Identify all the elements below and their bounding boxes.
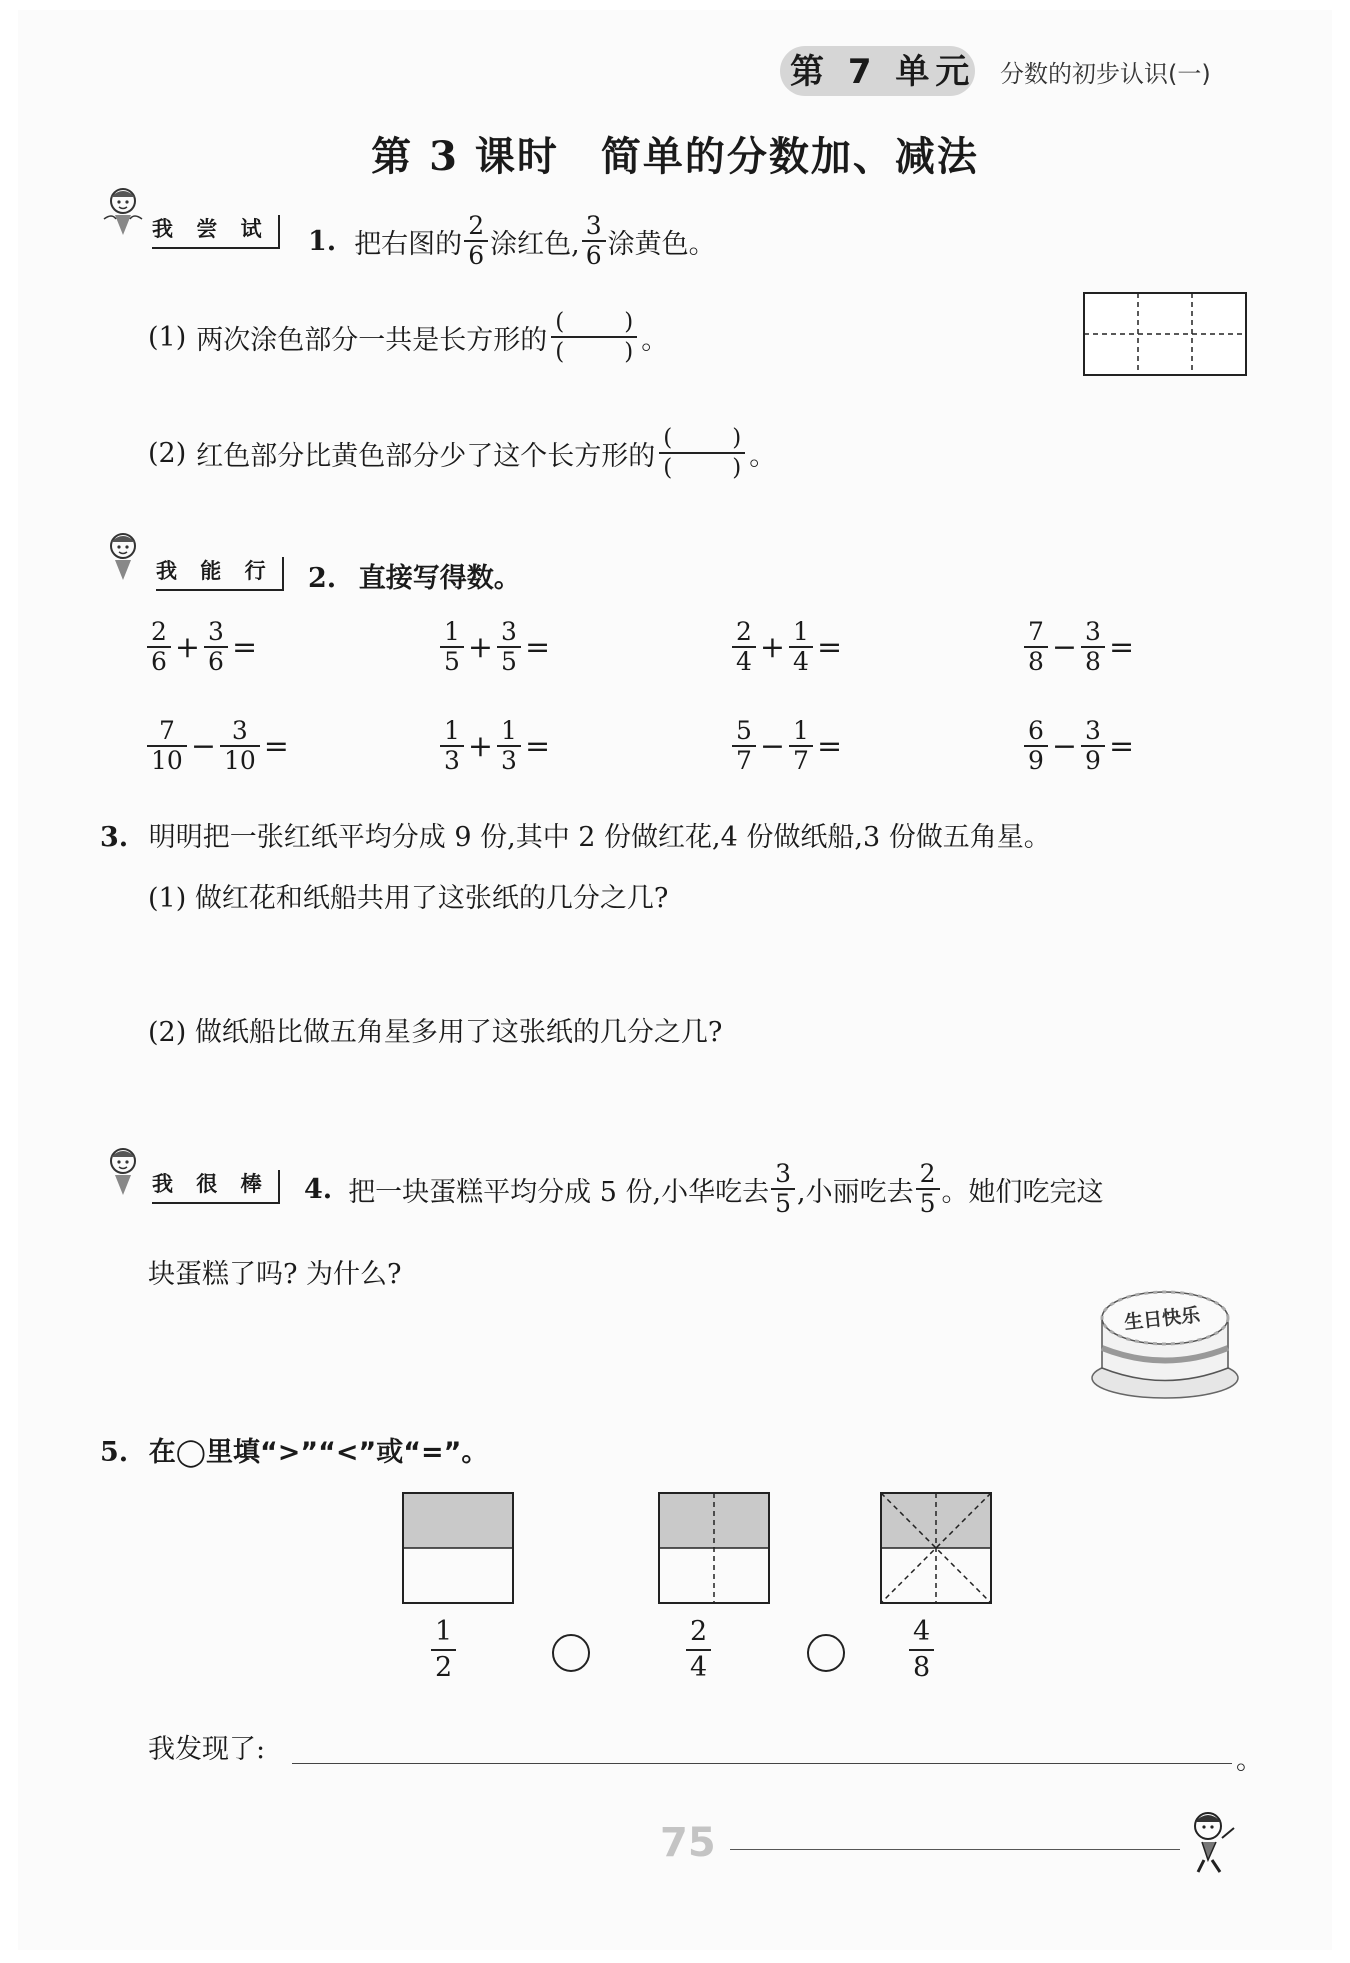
fraction-b — [1081, 717, 1105, 775]
numerator: 2 — [151, 617, 167, 646]
denominator: 7 — [732, 745, 756, 775]
fraction-a — [147, 618, 171, 676]
denominator: 9 — [1081, 745, 1105, 775]
q2-text: 直接写得数。 — [358, 563, 521, 594]
numerator: 3 — [585, 211, 602, 240]
equals-sign: = — [231, 629, 258, 665]
cake-icon — [1090, 1278, 1240, 1403]
fraction-a — [147, 717, 187, 775]
paren-close: ) — [624, 309, 634, 335]
denominator: 8 — [909, 1649, 934, 1685]
q2-expression — [438, 618, 552, 676]
q3-text: 明明把一张红纸平均分成 9 份,其中 2 份做红花,4 份做纸船,3 份做五角星。 — [148, 822, 1051, 853]
operator: + — [759, 629, 786, 665]
q1-text-b: 涂红色, — [490, 228, 580, 260]
footer-line — [730, 1849, 1180, 1850]
denominator: 6 — [204, 646, 228, 676]
q5-number: 5. — [100, 1437, 129, 1468]
q5-fraction-3 — [907, 1615, 936, 1685]
q4-text-d: 块蛋糕了吗? 为什么? — [148, 1259, 402, 1290]
q2-expression — [730, 618, 844, 676]
paren-open: ( — [663, 455, 673, 481]
equals-sign: = — [1108, 629, 1135, 665]
q1-sub2-label: (2) — [148, 437, 187, 469]
q3-prompt — [100, 815, 1051, 854]
found-end: 。 — [1236, 1745, 1263, 1776]
fraction-b — [789, 717, 813, 775]
q1-fraction-yellow — [582, 212, 606, 270]
girl-mascot-icon — [100, 530, 146, 586]
found-label: 我发现了: — [148, 1734, 266, 1765]
unit-subtitle: 分数的初步认识(一) — [1000, 60, 1211, 88]
denominator: 9 — [1024, 745, 1048, 775]
q4-text-b: ,小丽吃去 — [797, 1176, 914, 1208]
numerator: 2 — [690, 1616, 708, 1647]
fraction-a — [1024, 717, 1048, 775]
denominator: 5 — [440, 646, 464, 676]
denominator: 6 — [147, 646, 171, 676]
q2-expression — [1022, 618, 1136, 676]
unit-title: 第 7 单元 — [790, 52, 976, 92]
q2-expression — [145, 618, 259, 676]
numerator: 7 — [1028, 617, 1044, 646]
numerator: 3 — [1085, 617, 1101, 646]
badge-great: 我 很 棒 — [152, 1168, 280, 1204]
paren-open: ( — [663, 425, 673, 451]
q1-sub1-text: 两次涂色部分一共是长方形的 — [196, 324, 548, 356]
operator: − — [1051, 629, 1078, 665]
girl-mascot-icon — [100, 185, 146, 241]
quarters-square-figure — [658, 1492, 772, 1606]
numerator: 4 — [913, 1616, 931, 1647]
fraction-b — [789, 618, 813, 676]
numerator: 3 — [231, 716, 248, 745]
q2-expression — [438, 717, 552, 775]
q3-number: 3. — [100, 822, 129, 853]
denominator: 10 — [220, 745, 260, 775]
q1-sub2-text: 红色部分比黄色部分少了这个长方形的 — [196, 440, 656, 472]
q3-sub2: (2) 做纸船比做五角星多用了这张纸的几分之几? — [148, 1017, 723, 1048]
boy-mascot-icon — [1180, 1808, 1240, 1878]
q4-prompt — [304, 1160, 1104, 1218]
denominator: 10 — [147, 745, 187, 775]
q1-text-c: 涂黄色。 — [607, 228, 716, 260]
operator: + — [467, 629, 494, 665]
numerator: 1 — [435, 1616, 453, 1647]
q2-expression — [1022, 717, 1136, 775]
denominator: 5 — [916, 1188, 940, 1218]
denominator: 5 — [497, 646, 521, 676]
q5-text: 在◯里填“>”“<”或“=”。 — [148, 1437, 489, 1468]
fraction-b — [497, 618, 521, 676]
q5-prompt — [100, 1430, 488, 1469]
q5-fraction-2 — [684, 1615, 713, 1685]
denominator: 3 — [497, 745, 521, 775]
eighths-square-figure — [880, 1492, 994, 1606]
page-number: 75 — [660, 1820, 716, 1866]
q1-sub1-label: (1) — [148, 321, 187, 353]
q2-number: 2. — [308, 563, 337, 594]
period: 。 — [749, 440, 777, 472]
q1-sub1 — [148, 308, 668, 366]
compare-circle-1[interactable] — [552, 1634, 590, 1672]
denominator: 4 — [789, 646, 813, 676]
numerator: 3 — [208, 617, 224, 646]
numerator: 1 — [501, 716, 517, 745]
q1-prompt — [308, 212, 716, 270]
equals-sign: = — [816, 728, 843, 764]
lesson-title: 第 3 课时 简单的分数加、减法 — [371, 133, 979, 180]
fraction-b — [497, 717, 521, 775]
q3-sub1: (1) 做红花和纸船共用了这张纸的几分之几? — [148, 883, 669, 914]
equals-sign: = — [524, 629, 551, 665]
rectangle-sixths-figure — [1083, 292, 1248, 376]
numerator: 2 — [919, 1159, 936, 1188]
paren-close: ) — [732, 425, 742, 451]
denominator: 7 — [789, 745, 813, 775]
denominator: 4 — [732, 646, 756, 676]
q1-fraction-red — [464, 212, 488, 270]
numerator: 1 — [444, 617, 460, 646]
numerator: 1 — [793, 617, 809, 646]
found-answer-line[interactable] — [292, 1763, 1232, 1764]
half-square-figure — [402, 1492, 516, 1606]
denominator: 4 — [686, 1649, 711, 1685]
operator: − — [1051, 728, 1078, 764]
fraction-a — [732, 618, 756, 676]
numerator: 5 — [736, 716, 752, 745]
numerator: 2 — [468, 211, 485, 240]
period: 。 — [641, 324, 669, 356]
fraction-a — [1024, 618, 1048, 676]
denominator: 3 — [440, 745, 464, 775]
q4-fraction-xiaoli — [916, 1160, 940, 1218]
q1-number: 1. — [308, 225, 337, 257]
paren-close: ) — [624, 339, 634, 365]
equals-sign: = — [524, 728, 551, 764]
operator: − — [759, 728, 786, 764]
denominator: 2 — [431, 1649, 456, 1685]
q4-fraction-xiaohua — [771, 1160, 795, 1218]
fraction-a — [440, 618, 464, 676]
paren-open: ( — [555, 339, 565, 365]
numerator: 6 — [1028, 716, 1044, 745]
equals-sign: = — [1108, 728, 1135, 764]
fraction-a — [732, 717, 756, 775]
fraction-b — [1081, 618, 1105, 676]
numerator: 1 — [444, 716, 460, 745]
q4-text-a: 把一块蛋糕平均分成 5 份,小华吃去 — [348, 1176, 770, 1208]
numerator: 7 — [158, 716, 175, 745]
q1-text-a: 把右图的 — [354, 228, 463, 260]
q2-prompt — [308, 556, 521, 595]
equals-sign: = — [263, 728, 289, 764]
fraction-b — [220, 717, 260, 775]
operator: + — [467, 728, 494, 764]
denominator: 8 — [1081, 646, 1105, 676]
q4-text-c: 。她们吃完这 — [941, 1176, 1104, 1208]
numerator: 3 — [1085, 716, 1101, 745]
q2-expression — [730, 717, 844, 775]
denominator: 6 — [464, 240, 488, 270]
numerator: 2 — [736, 617, 752, 646]
answer-blank-fraction[interactable] — [551, 308, 637, 366]
badge-can: 我 能 行 — [156, 555, 284, 591]
paren-close: ) — [732, 455, 742, 481]
q2-expression — [145, 717, 291, 775]
badge-try: 我 尝 试 — [152, 213, 280, 249]
denominator: 6 — [582, 240, 606, 270]
answer-blank-fraction[interactable] — [659, 424, 745, 482]
denominator: 5 — [771, 1188, 795, 1218]
numerator: 1 — [793, 716, 809, 745]
equals-sign: = — [816, 629, 843, 665]
fraction-b — [204, 618, 228, 676]
cake-text: 生日快乐 — [1123, 1304, 1202, 1334]
compare-circle-2[interactable] — [807, 1634, 845, 1672]
numerator: 3 — [775, 1159, 792, 1188]
denominator: 8 — [1024, 646, 1048, 676]
paren-open: ( — [555, 309, 565, 335]
operator: − — [190, 728, 216, 764]
operator: + — [174, 629, 201, 665]
numerator: 3 — [501, 617, 517, 646]
girl-mascot-icon — [100, 1145, 146, 1201]
fraction-a — [440, 717, 464, 775]
q5-fraction-1 — [429, 1615, 458, 1685]
birthday-cake-image — [1090, 1278, 1240, 1403]
q4-number: 4. — [304, 1173, 333, 1205]
q1-sub2 — [148, 424, 776, 482]
